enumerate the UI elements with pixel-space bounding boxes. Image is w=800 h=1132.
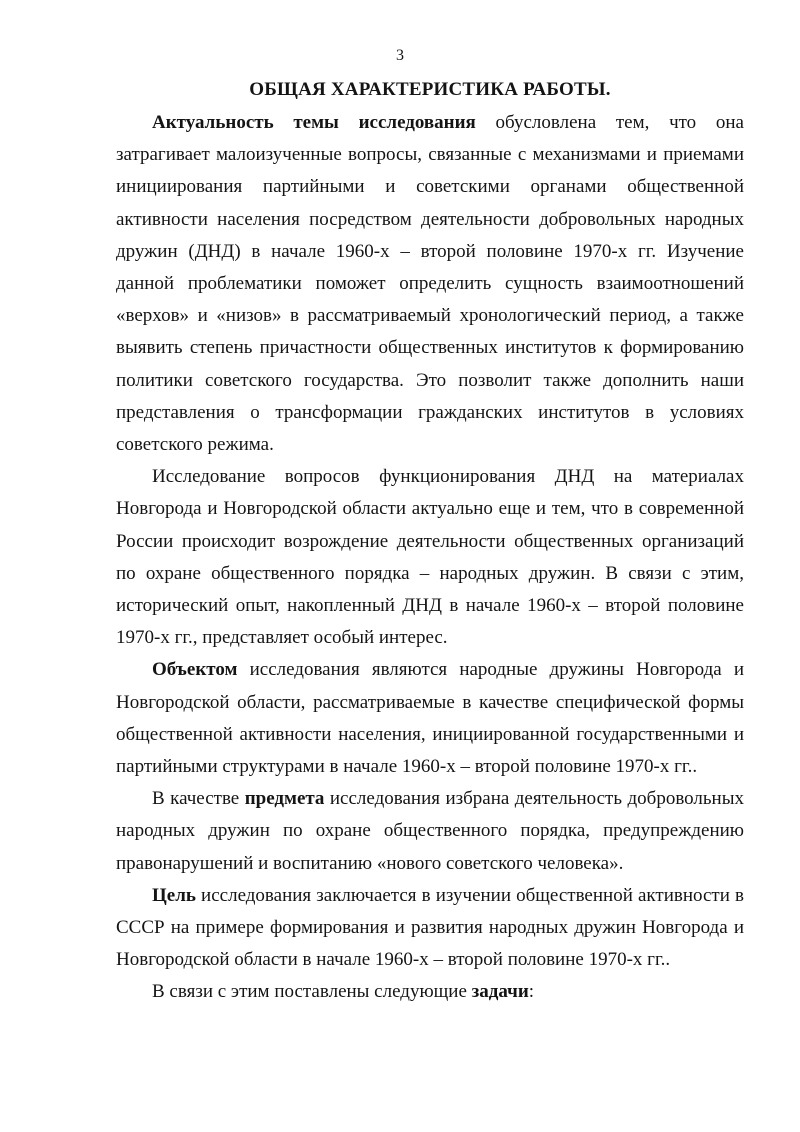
paragraph-relevance (116, 107, 744, 461)
term-goal: Цель (152, 884, 196, 906)
paragraph-text: исследования избрана деятельность добровольных народных дружин по охране общественного порядка, предупреждению правонарушений и воспитанию «нового советского человека». (116, 788, 744, 874)
paragraph-text: : (528, 981, 535, 1003)
term-tasks: задачи (471, 981, 529, 1003)
paragraph-text: Исследование вопросов функционирования ДНД на материалах Новгорода и Новгородской области актуально еще и тем, что в современной России происходит возрождение деятельности общественных организаций по охране общественного порядка – народных дружин. В связи с этим, исторический опыт, накопленный ДНД в начале 1960-х – второй половине 1970-х гг., представляет особый интерес. (116, 466, 744, 649)
term-subject: предмета (244, 788, 325, 810)
paragraph-goal (116, 880, 744, 977)
paragraph-study-relevance (116, 461, 744, 654)
paragraph-tasks (116, 976, 744, 1008)
section-heading: ОБЩАЯ ХАРАКТЕРИСТИКА РАБОТЫ. (249, 79, 611, 100)
body-text (116, 107, 744, 1009)
paragraph-text: исследования заключается в изучении общественной активности в СССР на примере формирования и развития народных дружин Новгорода и Новгородской области в начале 1960-х – второй половине 1970-х гг.. (116, 884, 744, 971)
page-number: 3 (396, 47, 404, 64)
paragraph-text: исследования являются народные дружины Новгорода и Новгородской области, рассматриваемые в качестве специфической формы общественной активности населения, инициированной государственными и партийными структурами в начале 1960-х – второй половине 1970-х гг.. (116, 659, 744, 778)
paragraph-text: обусловлена тем, что она затрагивает малоизученные вопросы, связанные с механизмами и приемами инициирования партийными и советскими органами общественной активности населения посредством деятельности добровольных народных дружин (ДНД) в начале 1960-х – второй половине 1970-х гг. Изучение данной проблематики поможет определить сущность взаимоотношений «верхов» и «низов» в рассматриваемый хронологический период, а также выявить степень причастности общественных институтов к формированию политики советского государства. Это позволит также дополнить наши представления о трансформации гражданских институтов в условиях советского режима. (116, 112, 744, 456)
term-relevance: Актуальность темы исследования (152, 112, 476, 133)
paragraph-prefix: В связи с этим поставлены следующие (152, 981, 472, 1003)
paragraph-subject (116, 783, 744, 880)
paragraph-object (116, 654, 744, 783)
paragraph-prefix: В качестве (152, 788, 245, 810)
term-object: Объектом (152, 659, 238, 681)
